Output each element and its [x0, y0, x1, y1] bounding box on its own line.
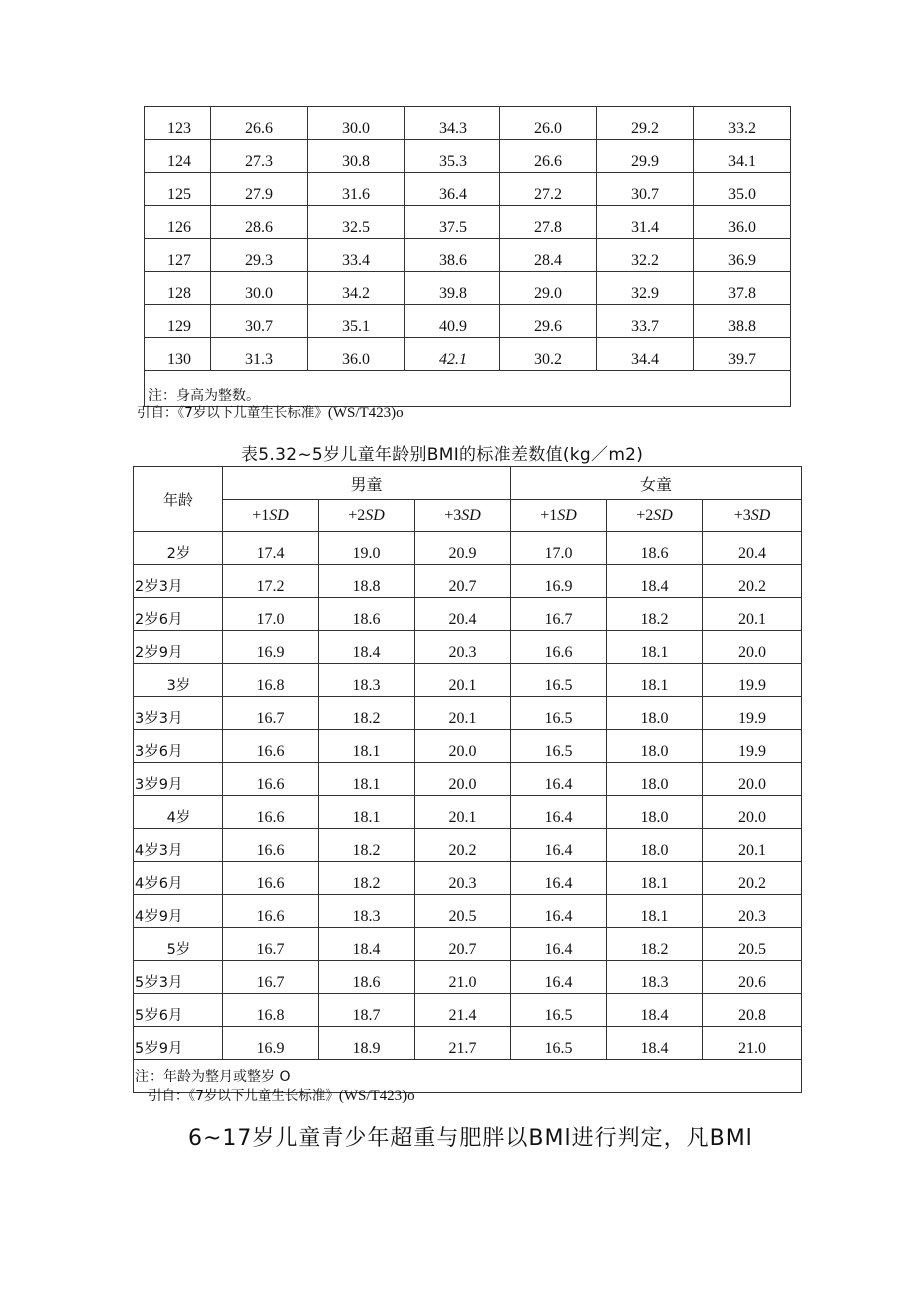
- age-cell: 5岁6月: [134, 994, 223, 1027]
- bmi-value-cell: 18.9: [319, 1027, 415, 1060]
- value-cell: 31.3: [211, 338, 308, 371]
- bmi-value-cell: 20.0: [703, 763, 802, 796]
- bmi-value-cell: 17.2: [223, 565, 319, 598]
- value-cell: 34.4: [597, 338, 694, 371]
- bmi-value-cell: 20.3: [415, 862, 511, 895]
- girls-group-header: 女童: [511, 467, 802, 500]
- bmi-value-cell: 16.5: [511, 664, 607, 697]
- value-cell: 27.8: [500, 206, 597, 239]
- bmi-value-cell: 18.8: [319, 565, 415, 598]
- height-cell: 124: [145, 140, 211, 173]
- bmi-value-cell: 18.4: [607, 994, 703, 1027]
- value-cell: 39.8: [405, 272, 500, 305]
- value-cell: 34.2: [308, 272, 405, 305]
- bmi-value-cell: 20.1: [703, 598, 802, 631]
- bmi-value-cell: 16.6: [223, 862, 319, 895]
- age-cell: 4岁3月: [134, 829, 223, 862]
- value-cell: 29.0: [500, 272, 597, 305]
- bmi-value-cell: 18.6: [319, 961, 415, 994]
- bmi-value-cell: 16.4: [511, 895, 607, 928]
- bmi-value-cell: 16.7: [223, 928, 319, 961]
- value-cell: 27.9: [211, 173, 308, 206]
- bmi-value-cell: 20.1: [415, 697, 511, 730]
- bmi-value-cell: 18.3: [319, 664, 415, 697]
- bmi-value-cell: 20.3: [415, 631, 511, 664]
- bmi-value-cell: 16.8: [223, 994, 319, 1027]
- value-cell: 29.3: [211, 239, 308, 272]
- table-row: [134, 565, 802, 598]
- bmi-value-cell: 20.7: [415, 565, 511, 598]
- value-cell: 36.0: [308, 338, 405, 371]
- value-cell: 30.8: [308, 140, 405, 173]
- age-cell: 4岁9月: [134, 895, 223, 928]
- age-cell: 5岁: [134, 928, 223, 961]
- bmi-value-cell: 16.9: [223, 1027, 319, 1060]
- table-row: [134, 796, 802, 829]
- value-cell: 35.3: [405, 140, 500, 173]
- bmi-value-cell: 21.0: [415, 961, 511, 994]
- table-row: [145, 173, 791, 206]
- bmi-value-cell: 20.1: [415, 796, 511, 829]
- bmi-value-cell: 16.6: [223, 829, 319, 862]
- bmi-value-cell: 18.1: [319, 730, 415, 763]
- bmi-value-cell: 16.5: [511, 697, 607, 730]
- table-row: [134, 1027, 802, 1060]
- value-cell: 29.2: [597, 107, 694, 140]
- table-row: [134, 994, 802, 1027]
- bmi-value-cell: 16.4: [511, 763, 607, 796]
- value-cell: 42.1: [405, 338, 500, 371]
- bmi-value-cell: 20.5: [415, 895, 511, 928]
- value-cell: 27.3: [211, 140, 308, 173]
- value-cell: 26.0: [500, 107, 597, 140]
- bmi-value-cell: 18.0: [607, 763, 703, 796]
- table-row: [134, 961, 802, 994]
- bmi-value-cell: 16.5: [511, 994, 607, 1027]
- table-row: [134, 829, 802, 862]
- value-cell: 32.9: [597, 272, 694, 305]
- bmi-value-cell: 16.5: [511, 1027, 607, 1060]
- bmi-value-cell: 16.6: [223, 763, 319, 796]
- table-row: [145, 107, 791, 140]
- bmi-value-cell: 18.4: [319, 631, 415, 664]
- bmi-value-cell: 18.3: [319, 895, 415, 928]
- bmi-value-cell: 18.2: [319, 862, 415, 895]
- bmi-value-cell: 18.2: [319, 829, 415, 862]
- value-cell: 27.2: [500, 173, 597, 206]
- bmi-value-cell: 19.9: [703, 697, 802, 730]
- bmi-value-cell: 21.4: [415, 994, 511, 1027]
- bmi-value-cell: 18.2: [319, 697, 415, 730]
- table-row: [145, 338, 791, 371]
- bmi-value-cell: 16.6: [511, 631, 607, 664]
- bmi-value-cell: 16.7: [223, 961, 319, 994]
- value-cell: 30.7: [597, 173, 694, 206]
- age-cell: 2岁9月: [134, 631, 223, 664]
- bmi-value-cell: 18.6: [319, 598, 415, 631]
- bmi-value-cell: 20.0: [703, 796, 802, 829]
- table-row: [145, 305, 791, 338]
- table2-citation: 引自：《7岁以下儿童生长标准》(WS/T423)o: [148, 1088, 415, 1104]
- bmi-value-cell: 20.0: [415, 763, 511, 796]
- value-cell: 36.9: [694, 239, 791, 272]
- table-row: [134, 928, 802, 961]
- value-cell: 26.6: [211, 107, 308, 140]
- age-cell: 3岁9月: [134, 763, 223, 796]
- value-cell: 33.7: [597, 305, 694, 338]
- bmi-value-cell: 18.0: [607, 796, 703, 829]
- bmi-value-cell: 17.4: [223, 532, 319, 565]
- value-cell: 30.2: [500, 338, 597, 371]
- bmi-value-cell: 20.5: [703, 928, 802, 961]
- value-cell: 35.0: [694, 173, 791, 206]
- height-cell: 125: [145, 173, 211, 206]
- bmi-value-cell: 20.2: [703, 862, 802, 895]
- bmi-value-cell: 18.3: [607, 961, 703, 994]
- age-cell: 2岁: [134, 532, 223, 565]
- value-cell: 34.1: [694, 140, 791, 173]
- bmi-value-cell: 16.4: [511, 829, 607, 862]
- boys-group-header: 男童: [223, 467, 511, 500]
- sd-column-header: +2SD: [319, 500, 415, 532]
- bmi-value-cell: 18.1: [607, 895, 703, 928]
- value-cell: 36.0: [694, 206, 791, 239]
- sd-column-header: +1SD: [223, 500, 319, 532]
- value-cell: 28.4: [500, 239, 597, 272]
- bmi-value-cell: 21.7: [415, 1027, 511, 1060]
- bmi-value-cell: 20.4: [703, 532, 802, 565]
- table-row: [145, 272, 791, 305]
- sd-column-header: +2SD: [607, 500, 703, 532]
- value-cell: 33.4: [308, 239, 405, 272]
- bmi-value-cell: 18.0: [607, 829, 703, 862]
- value-cell: 30.7: [211, 305, 308, 338]
- age-cell: 3岁6月: [134, 730, 223, 763]
- bmi-value-cell: 16.6: [223, 730, 319, 763]
- bmi-value-cell: 19.9: [703, 664, 802, 697]
- value-cell: 36.4: [405, 173, 500, 206]
- bmi-value-cell: 18.4: [607, 565, 703, 598]
- bmi-value-cell: 20.2: [703, 565, 802, 598]
- value-cell: 32.2: [597, 239, 694, 272]
- bmi-value-cell: 18.0: [607, 730, 703, 763]
- height-weight-table: [144, 106, 791, 407]
- height-cell: 130: [145, 338, 211, 371]
- bmi-value-cell: 16.7: [223, 697, 319, 730]
- table-row: [134, 763, 802, 796]
- bmi-value-cell: 16.7: [511, 598, 607, 631]
- age-cell: 3岁: [134, 664, 223, 697]
- bmi-value-cell: 16.6: [223, 796, 319, 829]
- bmi-value-cell: 18.1: [319, 763, 415, 796]
- bmi-value-cell: 18.4: [319, 928, 415, 961]
- bmi-value-cell: 16.8: [223, 664, 319, 697]
- bmi-value-cell: 18.1: [607, 862, 703, 895]
- age-cell: 4岁6月: [134, 862, 223, 895]
- bmi-value-cell: 18.1: [607, 664, 703, 697]
- value-cell: 28.6: [211, 206, 308, 239]
- value-cell: 32.5: [308, 206, 405, 239]
- bmi-value-cell: 16.4: [511, 928, 607, 961]
- bmi-value-cell: 21.0: [703, 1027, 802, 1060]
- table2-note: 注：年龄为整月或整岁 O: [134, 1060, 802, 1093]
- sd-column-header: +3SD: [703, 500, 802, 532]
- age-cell: 4岁: [134, 796, 223, 829]
- table1-citation: 引自：《7岁以下儿童生长标准》(WS/T423)o: [137, 405, 404, 421]
- sd-column-header: +3SD: [415, 500, 511, 532]
- table-row: [145, 206, 791, 239]
- bmi-value-cell: 16.4: [511, 961, 607, 994]
- table-row: [134, 697, 802, 730]
- bmi-value-cell: 20.0: [703, 631, 802, 664]
- age-cell: 3岁3月: [134, 697, 223, 730]
- bmi-value-cell: 20.7: [415, 928, 511, 961]
- body-paragraph: 6~17岁儿童青少年超重与肥胖以BMl进行判定，凡BMl: [188, 1126, 753, 1151]
- bmi-value-cell: 20.4: [415, 598, 511, 631]
- table-row: [145, 140, 791, 173]
- value-cell: 40.9: [405, 305, 500, 338]
- bmi-value-cell: 19.0: [319, 532, 415, 565]
- value-cell: 29.6: [500, 305, 597, 338]
- table-row: [134, 631, 802, 664]
- value-cell: 34.3: [405, 107, 500, 140]
- value-cell: 29.9: [597, 140, 694, 173]
- bmi-value-cell: 18.2: [607, 928, 703, 961]
- bmi-value-cell: 16.4: [511, 862, 607, 895]
- value-cell: 37.5: [405, 206, 500, 239]
- bmi-value-cell: 18.1: [607, 631, 703, 664]
- bmi-value-cell: 20.9: [415, 532, 511, 565]
- bmi-value-cell: 18.4: [607, 1027, 703, 1060]
- age-cell: 5岁9月: [134, 1027, 223, 1060]
- bmi-value-cell: 20.1: [415, 664, 511, 697]
- age-column-header: 年龄: [134, 467, 223, 532]
- bmi-value-cell: 16.6: [223, 895, 319, 928]
- height-cell: 126: [145, 206, 211, 239]
- value-cell: 39.7: [694, 338, 791, 371]
- bmi-value-cell: 18.7: [319, 994, 415, 1027]
- table-row: [134, 664, 802, 697]
- sd-column-header: +1SD: [511, 500, 607, 532]
- bmi-sd-table: [133, 466, 802, 1093]
- bmi-value-cell: 18.2: [607, 598, 703, 631]
- bmi-value-cell: 20.8: [703, 994, 802, 1027]
- bmi-value-cell: 16.5: [511, 730, 607, 763]
- bmi-value-cell: 20.3: [703, 895, 802, 928]
- value-cell: 30.0: [308, 107, 405, 140]
- bmi-value-cell: 19.9: [703, 730, 802, 763]
- height-cell: 127: [145, 239, 211, 272]
- height-cell: 129: [145, 305, 211, 338]
- value-cell: 38.6: [405, 239, 500, 272]
- bmi-value-cell: 16.9: [223, 631, 319, 664]
- bmi-value-cell: 18.0: [607, 697, 703, 730]
- age-cell: 2岁6月: [134, 598, 223, 631]
- value-cell: 30.0: [211, 272, 308, 305]
- table-row: [134, 895, 802, 928]
- bmi-value-cell: 18.6: [607, 532, 703, 565]
- bmi-value-cell: 20.1: [703, 829, 802, 862]
- bmi-value-cell: 17.0: [511, 532, 607, 565]
- table-row: [134, 862, 802, 895]
- bmi-value-cell: 16.4: [511, 796, 607, 829]
- value-cell: 31.6: [308, 173, 405, 206]
- table1-note: 注：身高为整数。: [145, 371, 791, 407]
- table-row: [145, 239, 791, 272]
- bmi-value-cell: 20.6: [703, 961, 802, 994]
- bmi-value-cell: 20.0: [415, 730, 511, 763]
- bmi-value-cell: 16.9: [511, 565, 607, 598]
- height-cell: 128: [145, 272, 211, 305]
- bmi-value-cell: 20.2: [415, 829, 511, 862]
- value-cell: 26.6: [500, 140, 597, 173]
- age-cell: 5岁3月: [134, 961, 223, 994]
- height-cell: 123: [145, 107, 211, 140]
- bmi-value-cell: 18.1: [319, 796, 415, 829]
- value-cell: 31.4: [597, 206, 694, 239]
- value-cell: 35.1: [308, 305, 405, 338]
- table2-title: 表5.32~5岁儿童年龄别BMI的标准差数值(kg／m2): [241, 445, 644, 465]
- value-cell: 33.2: [694, 107, 791, 140]
- age-cell: 2岁3月: [134, 565, 223, 598]
- table-row: [134, 532, 802, 565]
- table-row: [134, 730, 802, 763]
- value-cell: 38.8: [694, 305, 791, 338]
- value-cell: 37.8: [694, 272, 791, 305]
- table-row: [134, 598, 802, 631]
- bmi-value-cell: 17.0: [223, 598, 319, 631]
